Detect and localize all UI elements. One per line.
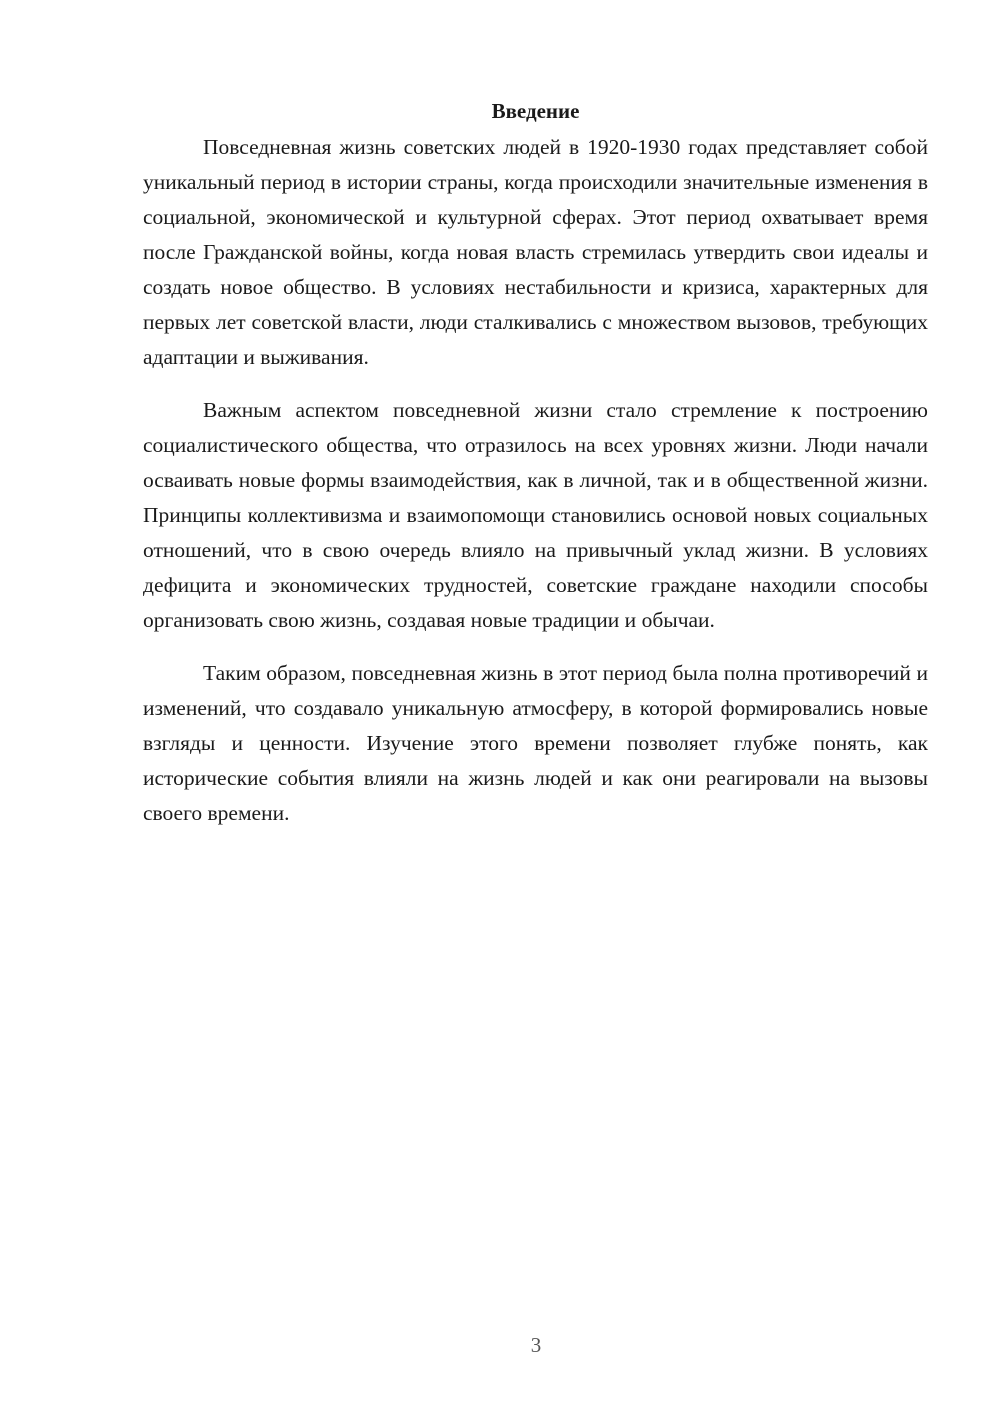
paragraph-1: Повседневная жизнь советских людей в 1920-1930 годах представляет собой уникальный период в истории страны, когда происходили значительные изменения в социальной, экономической и культурной сферах. Этот период охватывает время после Гражданской войны, когда новая власть стремилась утвердить свои идеалы и создать новое общество. В условиях нестабильности и кризиса, характерных для первых лет советской власти, люди сталкивались с множеством вызовов, требующих адаптации и выживания. xyxy=(143,135,928,369)
paragraph-2: Важным аспектом повседневной жизни стало стремление к построению социалистического общества, что отразилось на всех уровнях жизни. Люди начали осваивать новые формы взаимодействия, как в личной, так и в общественной жизни. Принципы коллективизма и взаимопомощи становились основой новых социальных отношений, что в свою очередь влияло на привычный уклад жизни. В условиях дефицита и экономических трудностей, советские граждане находили способы организовать свою жизнь, создавая новые традиции и обычаи. xyxy=(143,398,928,632)
document-body xyxy=(143,96,928,849)
section-title: Введение xyxy=(491,99,580,123)
page-number: 3 xyxy=(530,1333,542,1357)
paragraph-3: Таким образом, повседневная жизнь в этот период была полна противоречий и изменений, что создавало уникальную атмосферу, в которой формировались новые взгляды и ценности. Изучение этого времени позволяет глубже понять, как исторические события влияли на жизнь людей и как они реагировали на вызовы своего времени. xyxy=(143,661,928,825)
